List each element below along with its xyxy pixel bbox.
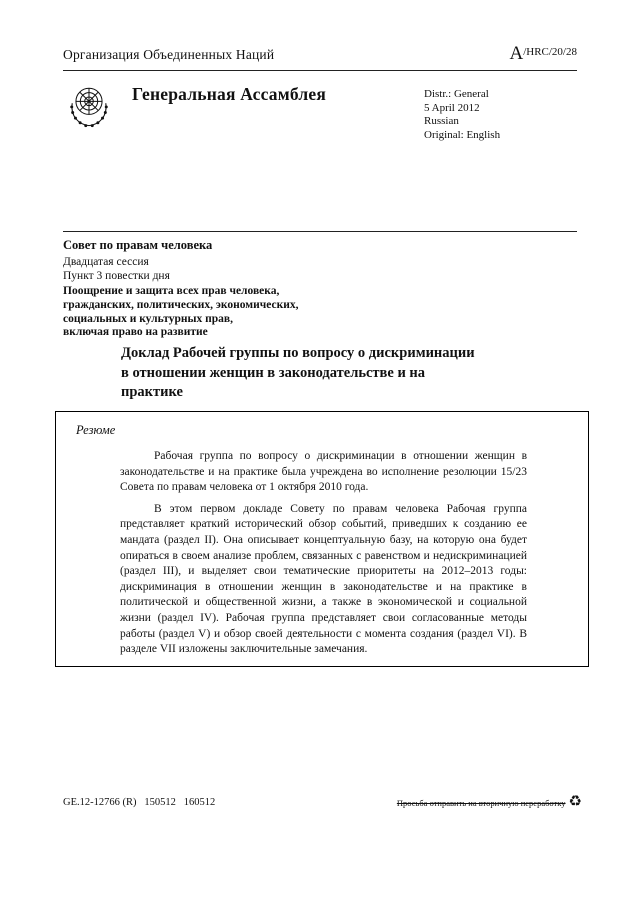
distr-line: Distr.: General [424,88,489,100]
report-title-line: Доклад Рабочей группы по вопросу о дискриминации [121,345,475,361]
summary-body [120,449,527,664]
section-divider [63,231,577,232]
agenda-title [63,285,298,340]
report-title-line: в отношении женщин в законодательстве и на [121,364,426,381]
recycle-notice [397,795,582,810]
recycle-icon: ♻ [568,794,582,810]
org-name: Организация Объединенных Наций [63,47,275,62]
date-line: 5 April 2012 [424,101,480,114]
summary-paragraph: Рабочая группа по вопросу о дискриминации в отношении женщин в законодательстве и на практике была учреждена во исполнение резолюции 15/23 Совета по правам человека от 1 октября 2010 года. [120,450,527,494]
summary-box [55,411,589,667]
agenda-title-line: включая право на развитие [63,326,208,339]
document-symbol-rest: /HRC/20/28 [523,46,577,58]
summary-paragraph: В этом первом докладе Совету по правам человека Рабочая группа представляет краткий исторический обзор событий, приведших к созданию ее мандата (раздел II). Она описывает концептуальную базу, на которую она будет опираться в своем анализе проблем, связанных с равенством и недискриминацией (раздел III), и выделяет свои тематические приоритеты на 2012–2013 годы: дискриминация в отношении женщин в законодательстве и на практике в политической и общественной жизни, а также в экономической и социальной жизни (раздел IV). Рабочая группа представляет свои согласованные методы работы (раздел V) и обзор своей деятельности с момента создания (раздел VI). В разделе VII изложены заключительные замечания. [120,502,527,656]
original-language-line: Original: English [424,128,501,141]
agenda-title-line: гражданских, политических, экономических, [63,298,299,311]
distribution-block [424,88,500,142]
report-title-line: практике [121,384,183,400]
body-name: Совет по правам человека [63,238,213,252]
recycle-note-text: Просьба отправить на вторичную переработку [396,797,566,808]
un-emblem-icon [61,78,117,134]
session-line: Двадцатая сессия [63,256,149,268]
language-line: Russian [424,115,459,127]
masthead-title: Генеральная Ассамблея [132,84,326,104]
summary-heading: Резюме [76,423,116,437]
agenda-item: Пункт 3 повестки дня [63,270,170,282]
header-divider [63,70,577,71]
report-title [121,344,475,403]
document-symbol [509,44,577,64]
agenda-title-line: социальных и культурных прав, [63,312,233,325]
document-symbol-prefix: A [509,43,524,64]
agenda-title-line: Поощрение и защита всех прав человека, [63,285,280,297]
document-code: GE.12-12766 (R) 150512 160512 [63,797,216,808]
